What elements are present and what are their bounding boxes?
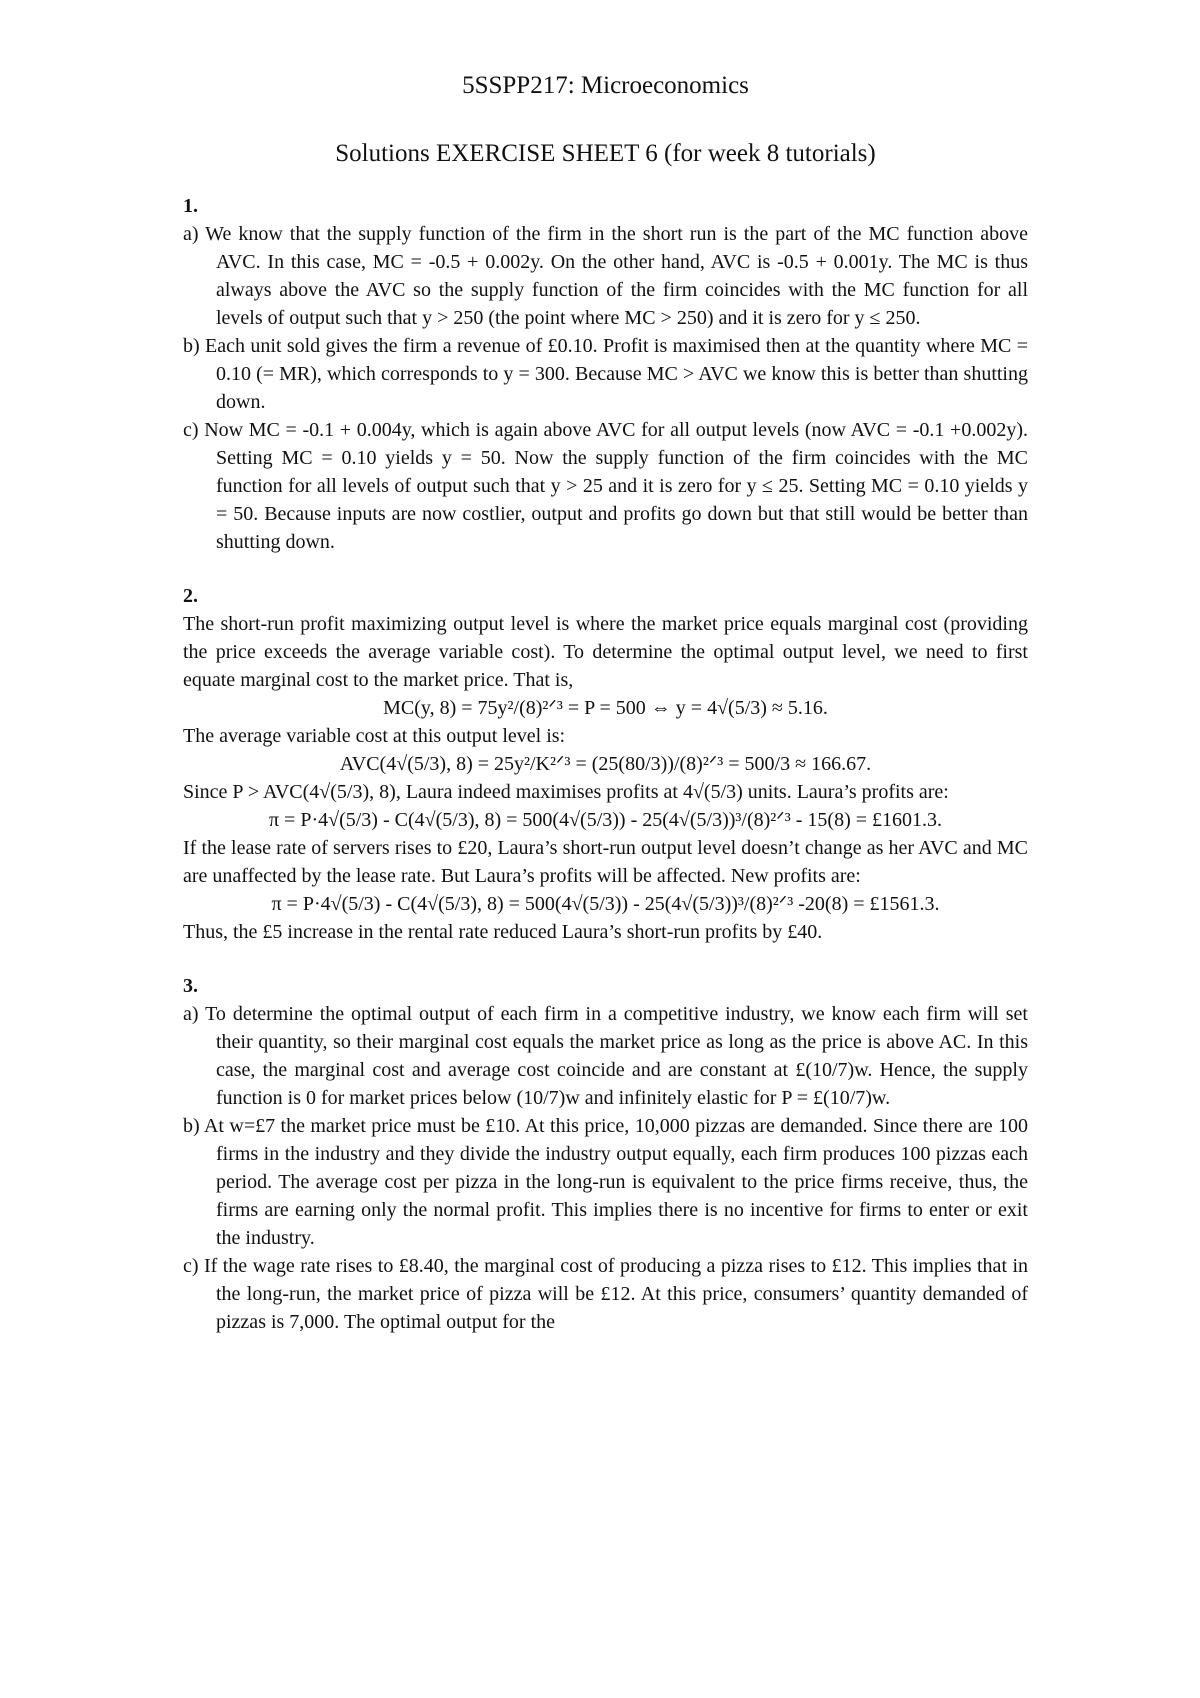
- question-1-part-b: b) Each unit sold gives the firm a revenue of £0.10. Profit is maximised then at the quantity where MC = 0.10 (= MR), which corresponds to y = 300. Because MC > AVC we know this is better than shutting down.: [183, 335, 1028, 413]
- equation-average-variable-cost: AVC(4√(5/3), 8) = 25y²/K²ᐟ³ = (25(80/3))/(8)²ᐟ³ = 500/3 ≈ 166.67.: [339, 753, 872, 775]
- question-3-part-a: a) To determine the optimal output of each firm in a competitive industry, we know each firm will set their quantity, so their marginal cost equals the market price as long as the price is above AC. In this case, the marginal cost and average cost coincide and are constant at £(10/7)w. Hence, the supply function is 0 for market prices below (10/7)w and infinitely elastic for P = £(10/7)w.: [183, 1003, 1028, 1109]
- question-2-paragraph-2: The average variable cost at this output level is:: [183, 725, 566, 747]
- document-page: [183, 70, 1028, 1336]
- question-2-number: 2.: [183, 585, 198, 607]
- question-3-part-b: b) At w=£7 the market price must be £10. At this price, 10,000 pizzas are demanded. Since there are 100 firms in the industry and they divide the industry output equally, each firm produces 100 pizzas each period. The average cost per pizza in the long-run is equivalent to the price firms receive, thus, the firms are earning only the normal profit. This implies there is no incentive for firms to enter or exit the industry.: [183, 1115, 1028, 1249]
- equation-profit-2: π = P·4√(5/3) - C(4√(5/3), 8) = 500(4√(5/3)) - 25(4√(5/3))³/(8)²ᐟ³ -20(8) = £1561.3.: [271, 893, 940, 915]
- question-3-part-c: c) If the wage rate rises to £8.40, the marginal cost of producing a pizza rises to £12. This implies that in the long-run, the market price of pizza will be £12. At this price, consumers’ quantity demanded of pizzas is 7,000. The optimal output for the: [183, 1255, 1028, 1333]
- question-3: [183, 972, 1028, 1336]
- question-2: [183, 582, 1028, 946]
- section-gap: [183, 556, 1028, 582]
- question-2-paragraph-5: Thus, the £5 increase in the rental rate reduced Laura’s short-run profits by £40.: [183, 921, 823, 943]
- question-2-paragraph-1: The short-run profit maximizing output level is where the market price equals marginal cost (providing the price exceeds the average variable cost). To determine the optimal output level, we need to first equate marginal cost to the market price. That is,: [183, 613, 1028, 691]
- question-1-part-a: a) We know that the supply function of the firm in the short run is the part of the MC function above AVC. In this case, MC = -0.5 + 0.002y. On the other hand, AVC is -0.5 + 0.001y. The MC is thus always above the AVC so the supply function of the firm coincides with the MC function for all levels of output such that y > 250 (the point where MC > 250) and it is zero for y ≤ 250.: [183, 223, 1028, 329]
- section-gap: [183, 946, 1028, 972]
- question-2-paragraph-4: If the lease rate of servers rises to £20, Laura’s short-run output level doesn’t change as her AVC and MC are unaffected by the lease rate. But Laura’s profits will be affected. New profits are:: [183, 837, 1028, 887]
- question-1-number: 1.: [183, 195, 198, 217]
- question-3-number: 3.: [183, 975, 198, 997]
- question-1: [183, 192, 1028, 556]
- question-2-paragraph-3: Since P > AVC(4√(5/3), 8), Laura indeed maximises profits at 4√(5/3) units. Laura’s profits are:: [183, 781, 949, 803]
- sheet-title: Solutions EXERCISE SHEET 6 (for week 8 tutorials): [335, 140, 876, 167]
- equation-profit-1: π = P·4√(5/3) - C(4√(5/3), 8) = 500(4√(5/3)) - 25(4√(5/3))³/(8)²ᐟ³ - 15(8) = £1601.3.: [268, 809, 943, 831]
- course-title: 5SSPP217: Microeconomics: [462, 72, 749, 99]
- equation-marginal-cost: MC(y, 8) = 75y²/(8)²ᐟ³ = P = 500 ⇔ y = 4√(5/3) ≈ 5.16.: [383, 697, 828, 719]
- question-1-part-c: c) Now MC = -0.1 + 0.004y, which is again above AVC for all output levels (now AVC = -0.1 +0.002y). Setting MC = 0.10 yields y = 50. Now the supply function of the firm coincides with the MC function for all levels of output such that y > 25 and it is zero for y ≤ 25. Setting MC = 0.10 yields y = 50. Because inputs are now costlier, output and profits go down but that still would be better than shutting down.: [183, 419, 1028, 553]
